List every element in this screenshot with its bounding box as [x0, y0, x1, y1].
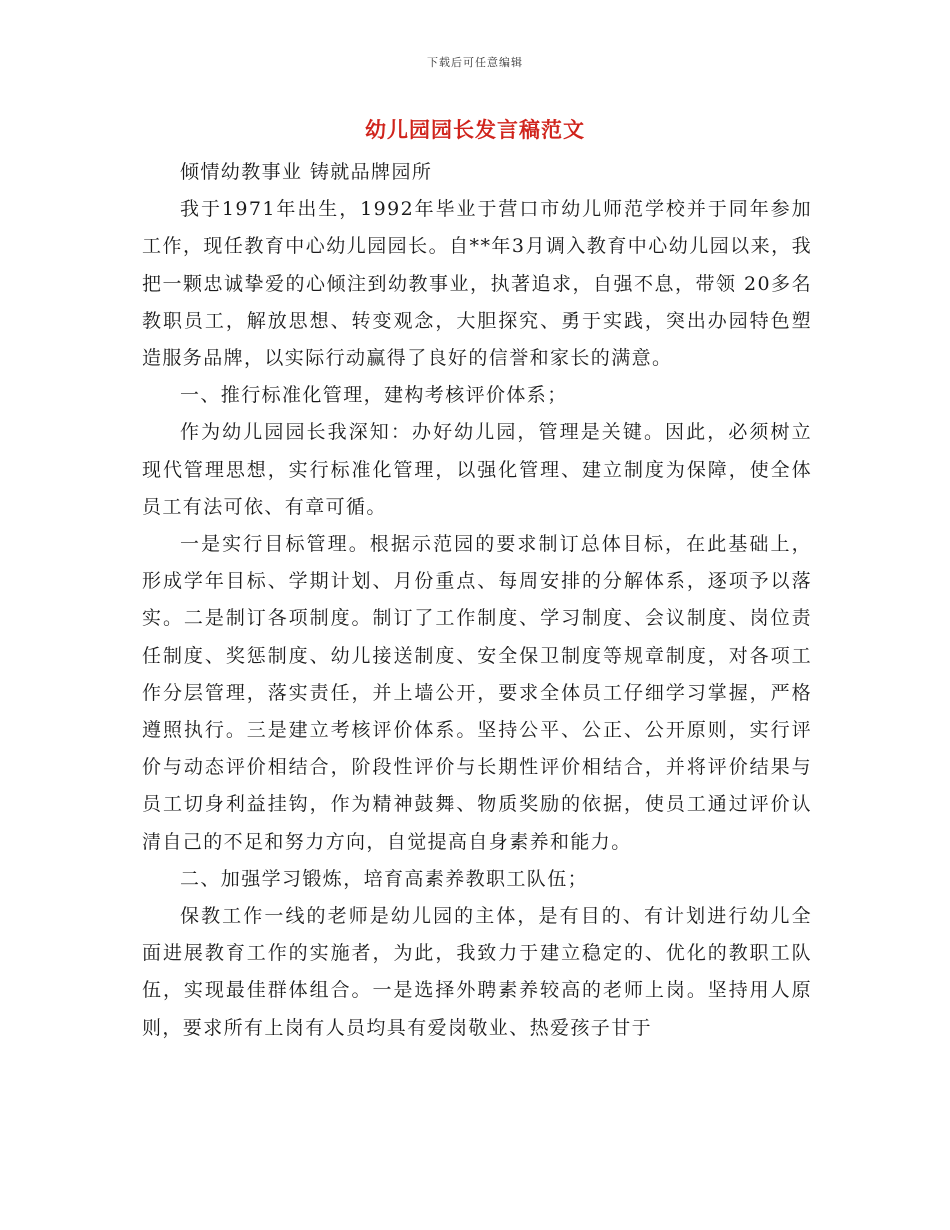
paragraph-subtitle: 倾情幼教事业 铸就品牌园所 — [180, 161, 433, 183]
paragraph: 我于1971年出生，1992年毕业于营口市幼儿师范学校并于同年参加工作，现任教育中心幼儿园园长。自**年3月调入教育中心幼儿园以来，我把一颗忠诚挚爱的心倾注到幼教事业，执著追求，自强不息，带领 20多名教职员工，解放思想、转变观念，大胆探究、勇于实践，突出办园特色塑造服务品牌，以实际行动赢得了良好的信誉和家长的满意。 — [142, 198, 812, 370]
paragraph: 保教工作一线的老师是幼儿园的主体，是有目的、有计划进行幼儿全面进展教育工作的实施者，为此，我致力于建立稳定的、优化的教职工队伍，实现最佳群体组合。一是选择外聘素养较高的老师上岗。坚持用人原则，要求所有上岗有人员均具有爱岗敬业、热爱孩子甘于 — [142, 905, 812, 1039]
paragraph: 作为幼儿园园长我深知：办好幼儿园，管理是关键。因此，必须树立现代管理思想，实行标准化管理，以强化管理、建立制度为保障，使全体员工有法可依、有章可循。 — [142, 421, 812, 518]
section-heading: 二、加强学习锻炼，培育高素养教职工队伍； — [180, 867, 589, 890]
section-heading: 一、推行标准化管理，建构考核评价体系； — [180, 384, 568, 407]
paragraph: 一是实行目标管理。根据示范园的要求制订总体目标，在此基础上，形成学年目标、学期计划、月份重点、每周安排的分解体系，逐项予以落实。二是制订各项制度。制订了工作制度、学习制度、会议制度、岗位责任制度、奖惩制度、幼儿接送制度、安全保卫制度等规章制度，对各项工作分层管理，落实责任，并上墙公开，要求全体员工仔细学习掌握，严格遵照执行。三是建立考核评价体系。坚持公平、公正、公开原则，实行评价与动态评价相结合，阶段性评价与长期性评价相结合，并将评价结果与员工切身利益挂钩，作为精神鼓舞、物质奖励的依据，使员工通过评价认清自己的不足和努力方向，自觉提高自身素养和能力。 — [142, 533, 812, 853]
document-title: 幼儿园园长发言稿范文 — [365, 117, 585, 142]
header-note: 下载后可任意编辑 — [427, 56, 523, 69]
document-body — [142, 154, 812, 1047]
